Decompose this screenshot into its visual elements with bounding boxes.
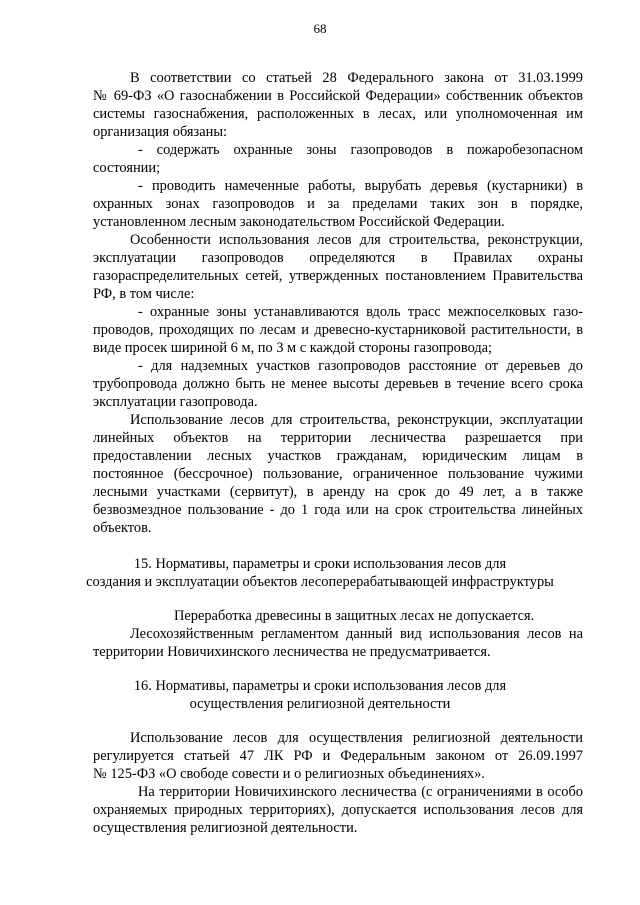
- text-line: № 69-ФЗ «О газоснабжении в Российской Федерации» собственник объектов: [93, 88, 583, 104]
- section-heading: 15. Нормативы, параметры и сроки использования лесов для: [133, 556, 507, 572]
- text-line: На территории Новичихинского лесничества (с ограничениями в особо: [138, 784, 583, 800]
- text-line: эксплуатации газопроводов определяются в Правилах охраны: [93, 250, 583, 266]
- text-line: В соответствии со статьей 28 Федерального закона от 31.03.1999: [130, 70, 583, 86]
- text-line: проводов, проходящих по лесам и древесно-кустарниковой растительности, в: [93, 322, 583, 338]
- text-line: Использование лесов для строительства, реконструкции, эксплуатации: [130, 412, 583, 428]
- text-line: Использование лесов для осуществления религиозной деятельности: [130, 730, 583, 746]
- text-line: установленном лесным законодательством Российской Федерации.: [93, 214, 505, 230]
- text-line: организация обязаны:: [93, 124, 227, 140]
- text-line: линейных объектов на территории лесничества разрешается при: [93, 430, 583, 446]
- text-line: территории Новичихинского лесничества не предусматривается.: [93, 644, 491, 660]
- text-line: - для надземных участков газопроводов расстояние от деревьев до: [138, 358, 583, 374]
- section-heading: осуществления религиозной деятельности: [189, 696, 451, 712]
- text-line: охраняемых природных территориях), допускается использования лесов для: [93, 802, 583, 818]
- text-line: охранных зонах газопроводов и за пределами таких зон в порядке,: [93, 196, 583, 212]
- text-line: системы газоснабжения, расположенных в лесах, или уполномоченная им: [93, 106, 583, 122]
- section-heading: создания и эксплуатации объектов лесоперерабатывающей инфраструктуры: [86, 574, 554, 590]
- text-line: виде просек шириной 6 м, по 3 м с каждой стороны газопровода;: [93, 340, 493, 356]
- text-line: газораспределительных сетей, утвержденных постановлением Правительства: [93, 268, 583, 284]
- text-line: РФ, в том числе:: [93, 286, 195, 302]
- page-number: 68: [313, 21, 327, 36]
- text-line: эксплуатации газопровода.: [93, 394, 258, 410]
- text-line: - содержать охранные зоны газопроводов в пожаробезопасном: [138, 142, 583, 158]
- text-line: состоянии;: [93, 160, 161, 176]
- text-line: Переработка древесины в защитных лесах не допускается.: [174, 608, 535, 624]
- text-line: регулируется статьей 47 ЛК РФ и Федеральным законом от 26.09.1997: [93, 748, 583, 764]
- text-line: Особенности использования лесов для строительства, реконструкции,: [130, 232, 583, 248]
- text-line: предоставлении лесных участков гражданам, юридическим лицам в: [93, 448, 583, 464]
- section-heading: 16. Нормативы, параметры и сроки использования лесов для: [133, 678, 507, 694]
- text-line: лесными участками (сервитут), в аренду на срок до 49 лет, а в также: [93, 484, 583, 500]
- text-line: осуществления религиозной деятельности.: [93, 820, 358, 836]
- text-line: безвозмездное пользование - до 1 года или на срок строительства линейных: [93, 502, 583, 518]
- text-line: трубопровода должно быть не менее высоты деревьев в течение всего срока: [93, 376, 583, 392]
- text-line: постоянное (бессрочное) пользование, ограниченное пользование чужими: [93, 466, 583, 482]
- text-line: - охранные зоны устанавливаются вдоль трасс межпоселковых газо-: [138, 304, 583, 320]
- text-line: Лесохозяйственным регламентом данный вид использования лесов на: [130, 626, 583, 642]
- text-line: объектов.: [93, 520, 152, 536]
- text-line: № 125-ФЗ «О свободе совести и о религиозных объединениях».: [93, 766, 485, 782]
- text-line: - проводить намеченные работы, вырубать деревья (кустарники) в: [138, 178, 583, 194]
